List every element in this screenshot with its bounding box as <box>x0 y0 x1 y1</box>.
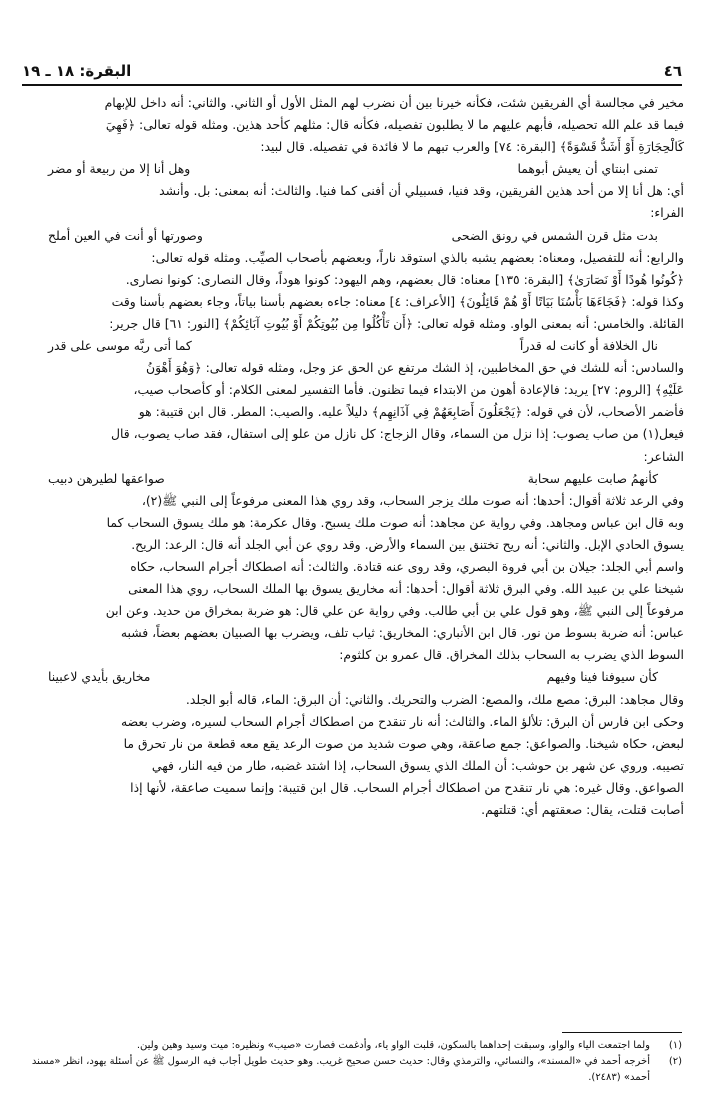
text-line: واسم أبي الجلد: جيلان بن أبي فروة البصري، وقد روى عنه قتادة. والثالث: أنه اصطكاك أجرام السحاب، حكاه <box>130 558 684 574</box>
poetry-verse <box>22 666 684 688</box>
verse-second-hemistich: صواعقها لطيرهن دبيب <box>48 470 165 486</box>
text-line: القائلة. والخامس: أنه بمعنى الواو. ومثله قوله تعالى: ﴿أَن تَأْكُلُوا مِن بُيُوتِكُمْ أَوْ بُيُوتِ آبَائِكُمْ﴾ [النور: ٦١] قال جرير: <box>109 315 684 331</box>
verse-second-hemistich: مخاريق بأيدي لاعبينا <box>48 669 151 685</box>
footnote-text: ولما اجتمعت الياء والواو، وسبقت إحداهما بالسكون، قلبت الواو ياء، وأدغمت فصارت «صيب» ونظيره: ميت وسيد وهين ولين. <box>136 1040 650 1051</box>
text-line: وبه قال ابن عباس ومجاهد. وفي رواية عن مجاهد: أنه صوت ملك يسبح. وقال عكرمة: هو ملك يسوق السحاب كما <box>106 514 684 530</box>
text-line: الشاعر: <box>643 448 684 464</box>
text-line: والرابع: أنه للتفصيل، ومعناه: بعضهم يشبه بالذي استوقد ناراً، وبعضهم بأصحاب الصيِّب. ومثله قوله تعالى: <box>151 249 684 265</box>
verse-second-hemistich: وصورتها أو أنت في العين أملح <box>48 227 203 243</box>
poetry-verse <box>22 225 684 247</box>
text-line: عباس: أنه ضربة بسوط من نور. قال ابن الأنباري: المخاريق: ثياب تلف، ويضرب بها الصبيان بعضهم بعضاً، فشبه <box>120 625 684 641</box>
surah-reference: البقرة: ١٨ ـ ١٩ <box>22 62 132 80</box>
text-line: والسادس: أنه للشك في حق المخاطبين، إذ الشك مرتفع عن الحق عز وجل، ومثله قوله تعالى: ﴿وَهُوَ أَهْوَنُ <box>146 360 684 376</box>
text-line: مخير في مجالسة أي الفريقين شئت، فكأنه خيرنا بين أن نضرب لهم المثل الأول أو الثاني. والثاني: أنه داخل للإبهام <box>104 95 684 110</box>
verse-second-hemistich: كما أتى ربَّه موسى على قدر <box>48 338 192 354</box>
footnote-number: (٢) <box>668 1056 682 1067</box>
poetry-verse <box>22 468 684 490</box>
footnote-text: أخرجه أحمد في «المسند»، والنسائي، والترمذي وقال: حديث حسن صحيح غريب. وهو حديث طويل أجاب فيه الرسول ﷺ عن أسئلة يهود، انظر «مسند أحمد» (٢٤٨٣). <box>31 1056 650 1083</box>
text-line: يسوق الحادي الإبل. والثاني: أنه ريح تختنق بين السماء والأرض. وقد روي عن أبي الجلد أنه قال: الرعد: الريح. <box>131 536 684 552</box>
text-line: فأضمر الأصحاب، لأن في قوله: ﴿يَجْعَلُونَ أَصَابِعَهُمْ فِي آذَانِهِم﴾ دليلاً عليه. والصيب: المطر. قال ابن قتيبة: هو <box>138 404 684 420</box>
verse-first-hemistich: بدت مثل قرن الشمس في رونق الضحى <box>451 227 658 243</box>
text-line: فيعل(١) من صاب يصوب: إذا نزل من السماء، وقال الزجاج: كل نازل من علو إلى استفال، فقد صاب يصوب، قال <box>110 426 684 442</box>
text-line: وقال مجاهد: البرق: مصع ملك، والمصع: الضرب والتحريك. والثاني: أن البرق: الماء، قاله أبو الجلد. <box>185 691 684 707</box>
text-line: وحكى ابن فارس أن البرق: تلألؤ الماء. والثالث: أنه نار تنقدح من اصطكاك أجرام السحاب لسيره، وضرب بعضه <box>121 713 684 729</box>
text-line: تصيبه. وروي عن شهر بن حوشب: أن الملك الذي يسوق السحاب، إذا اشتد غضبه، طار من فيه النار، فهي <box>151 757 684 773</box>
verse-second-hemistich: وهل أنا إلا من ربيعة أو مضر <box>48 161 191 177</box>
footnote <box>22 1054 682 1086</box>
text-line: وكذا قوله: ﴿فَجَاءَهَا بَأْسُنَا بَيَاتًا أَوْ هُمْ قَائِلُونَ﴾ [الأعراف: ٤] معناه: جاءه بعضهم بأسنا بياتاً، وجاء بعضهم بأسنا وقت <box>111 293 684 309</box>
text-line: مرفوعاً إلى النبي ﷺ، وهو قول علي بن أبي طالب. وفي رواية عن علي قال: هو ضربة بمخراق من حديد. وعن ابن <box>105 603 684 619</box>
text-line: الصواعق. وقال غيره: هي نار تنقدح من اصطكاك أجرام السحاب. قال ابن قتيبة: وإنما سميت صاعقة، لأنها إذا <box>130 779 684 795</box>
text-line: عَلَيْهِ﴾ [الروم: ٢٧] يريد: فالإعادة أهون من الابتداء فيما تظنون. فأما التفسير لمعنى الكلام: أو كأصحاب صيب، <box>133 382 684 398</box>
running-header <box>22 58 682 80</box>
text-line: فيما قد علم الله تحصيله، فأبهم عليهم ما لا يطلبون تفصيله، فكأنه قال: مثلهم كأحد هذين. ومثله قوله تعالى: ﴿فَهِيَ <box>105 117 684 133</box>
footnote-rule <box>562 1032 682 1033</box>
text-line: كَالْحِجَارَةِ أَوْ أَشَدُّ قَسْوَةً﴾ [البقرة: ٧٤] والعرب تبهم ما لا فائدة في تفصيله. قال لبيد: <box>260 139 684 155</box>
text-line: وفي الرعد ثلاثة أقوال: أحدها: أنه صوت ملك يزجر السحاب، وقد روي هذا المعنى مرفوعاً إلى النبي ﷺ(٢)، <box>141 492 684 508</box>
verse-first-hemistich: نال الخلافة أو كانت له قدراً <box>519 338 658 354</box>
text-line: أصابت قتلت، يقال: صعقتهم أي: قتلتهم. <box>481 802 684 817</box>
verse-first-hemistich: كأنهمُ صابت عليهم سحابة <box>527 470 658 486</box>
verse-first-hemistich: كأن سيوفنا فينا وفيهم <box>546 669 658 685</box>
page-number: ٤٦ <box>663 62 682 80</box>
text-line: أي: هل أنا إلا من أحد هذين الفريقين، وقد فنيا، فسبيلي أن أفنى كما فنيا. والثالث: أنه بمعنى: بل. وأنشد <box>159 183 684 199</box>
text-line: الفراء: <box>650 205 684 221</box>
text-line: شيخنا علي بن عبيد الله. وفي البرق ثلاثة أقوال: أحدها: أنه مخاريق يسوق بها الملك السحاب، روي هذا المعنى <box>128 581 684 597</box>
poetry-verse <box>22 158 684 180</box>
verse-first-hemistich: تمنى ابنتاي أن يعيش أبوهما <box>517 161 658 177</box>
text-line: السوط الذي يضرب به السحاب بذلك المخراق. قال عمرو بن كلثوم: <box>339 647 684 663</box>
poetry-verse <box>22 335 684 357</box>
footnote-number: (١) <box>668 1040 682 1051</box>
header-rule <box>22 84 682 86</box>
text-line: لبعض، حكاه شيخنا. والصواعق: جمع صاعقة، وهي صوت شديد من صوت الرعد يقع معه قطعة من نار تحرق ما <box>123 735 684 751</box>
text-line: ﴿كُونُوا هُودًا أَوْ نَصَارَىٰ﴾ [البقرة: ١٣٥] معناه: قال بعضهم، وهم اليهود: كونوا هوداً، وقال النصارى: كونوا نصارى. <box>125 271 684 287</box>
footnote <box>22 1038 682 1054</box>
main-text <box>22 92 684 821</box>
footnotes <box>22 1038 682 1086</box>
